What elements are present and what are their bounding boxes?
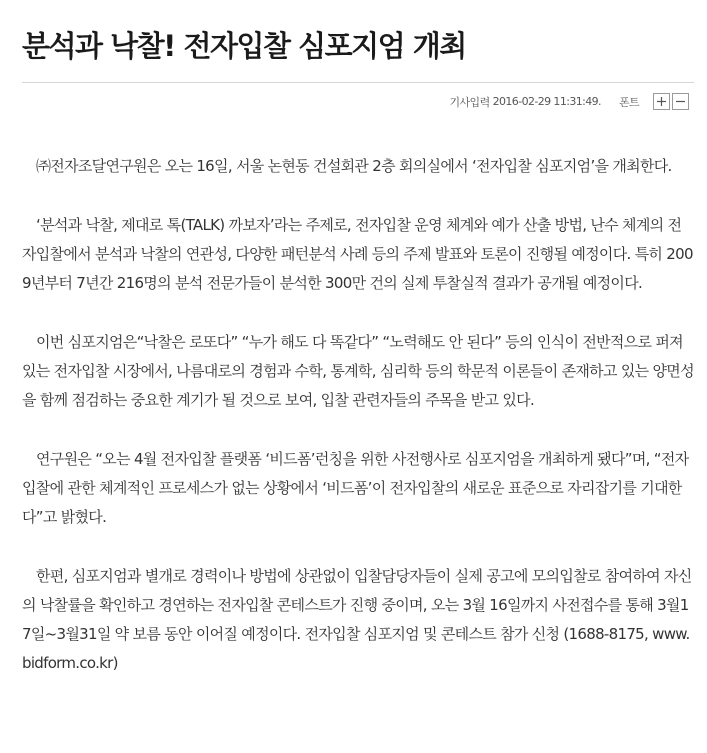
- article-meta: [450, 93, 690, 110]
- article-paragraph: 연구원은 “오는 4월 전자입찰 플랫폼 ‘비드폼’런칭을 위한 사전행사로 심포지엄을 개최하게 됐다”며, “전자입찰에 관한 체계적인 프로세스가 없는 상황에서 ‘비드폼’이 전자입찰의 새로운 표준으로 자리잡기를 기대한다”고 밝혔다.: [22, 450, 689, 526]
- minus-icon: [675, 96, 686, 107]
- article-title: 분석과 낙찰! 전자입찰 심포지엄 개최: [22, 29, 466, 63]
- article-paragraph: ‘분석과 낙찰, 제대로 톡(TALK) 까보자’라는 주제로, 전자입찰 운영 체계와 예가 산출 방법, 난수 체계의 전자입찰에서 분석과 낙찰의 연관성, 다양한 패턴분석 사례 등의 주제 발표와 토론이 진행될 예정이다. 특히 2009년부터 7년간 216명의 분석 전문가들이 분석한 300만 건의 실제 투찰실적 결과가 공개될 예정이다.: [22, 216, 693, 292]
- title-divider: [22, 82, 694, 83]
- plus-icon: [656, 96, 667, 107]
- article-body: [22, 152, 694, 708]
- article-paragraph: 한편, 심포지엄과 별개로 경력이나 방법에 상관없이 입찰담당자들이 실제 공고에 모의입찰로 참여하여 자신의 낙찰률을 확인하고 경연하는 전자입찰 콘테스트가 진행 중이며, 오는 3월 16일까지 사전접수를 통해 3월17일~3월31일 약 보름 동안 이어질 예정이다. 전자입찰 심포지엄 및 콘테스트 참가 신청 (1688-8175, www.bidform.co.kr): [22, 567, 692, 672]
- font-size-label: 폰트: [618, 95, 639, 109]
- article-paragraph: ㈜전자조달연구원은 오는 16일, 서울 논현동 건설회관 2층 회의실에서 ‘전자입찰 심포지엄’을 개최한다.: [36, 157, 672, 175]
- font-decrease-button[interactable]: [672, 93, 689, 110]
- article-paragraph: 이번 심포지엄은“낙찰은 로또다” “누가 해도 다 똑같다” “노력해도 안 된다” 등의 인식이 전반적으로 퍼져있는 전자입찰 시장에서, 나름대로의 경험과 수학, 통계학, 심리학 등의 학문적 이론들이 존재하고 있는 양면성을 함께 점검하는 중요한 계기가 될 것으로 보여, 입찰 관련자들의 주목을 받고 있다.: [22, 333, 694, 409]
- publish-date: 2016-02-29 11:31:49.: [492, 95, 601, 108]
- font-increase-button[interactable]: [653, 93, 670, 110]
- date-label: 기사입력: [449, 95, 490, 109]
